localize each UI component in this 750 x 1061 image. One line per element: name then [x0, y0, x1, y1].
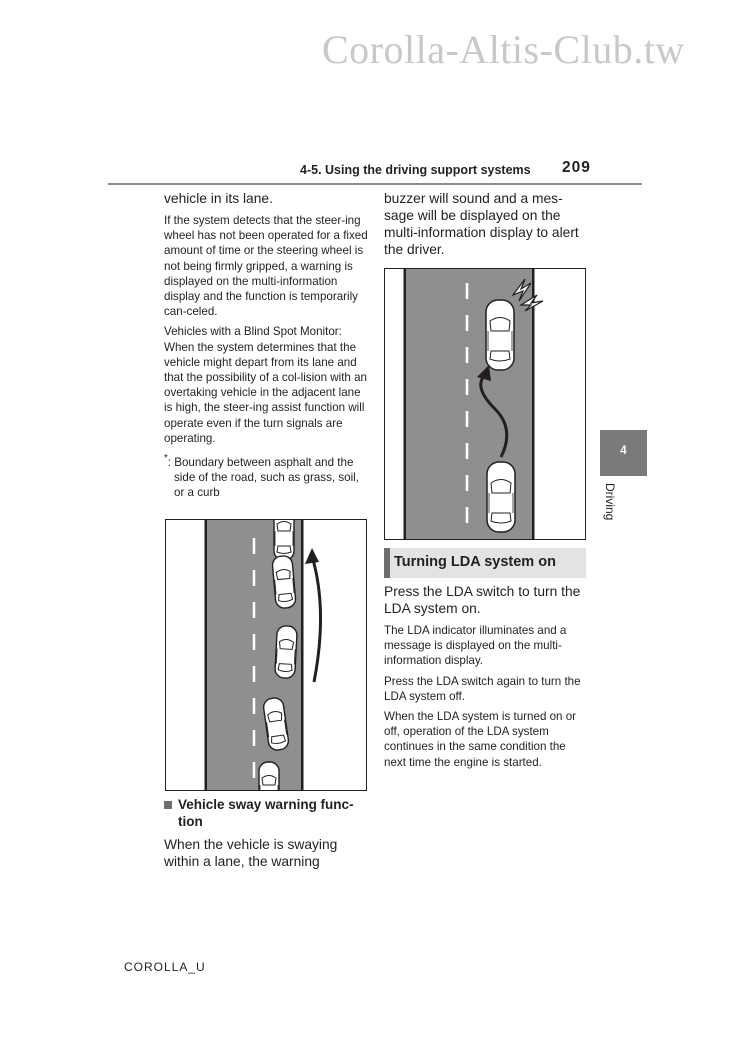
left-column-text — [164, 190, 369, 501]
note-turn-off: Press the LDA switch again to turn the LDA system off. — [384, 674, 581, 703]
sway-arrow — [312, 556, 321, 682]
section-heading-turning-lda-on: Turning LDA system on — [394, 554, 556, 570]
car-departing — [486, 300, 514, 370]
chapter-name — [603, 483, 619, 543]
car-position-2 — [272, 555, 296, 609]
car-top — [274, 519, 294, 560]
footnote-marker: * — [164, 453, 168, 465]
left-column-bottom — [164, 792, 369, 870]
subheading-vehicle-sway — [164, 796, 369, 830]
footnote — [164, 451, 369, 500]
sway-body-text: When the vehicle is swaying within a lane, the warning — [164, 837, 338, 869]
continued-text-left: vehicle in its lane. — [164, 191, 273, 206]
footer-model-code: COROLLA_U — [124, 960, 206, 974]
note-steering-canceled: If the system detects that the steer-ing wheel has not been operated for a fixed amount of time or the steering wheel is not being firmly gripped, a warning is displayed on the multi-information display and the function is temporarily can-celed. — [164, 214, 368, 319]
square-bullet-icon — [164, 801, 172, 809]
footnote-text: : Boundary between asphalt and the side of the road, such as grass, soil, or a curb — [167, 455, 359, 500]
page-number: 209 — [562, 159, 591, 176]
lane-departure-illustration — [384, 268, 586, 540]
header-rule — [108, 183, 642, 185]
right-column-top — [384, 190, 589, 258]
section-title: 4-5. Using the driving support systems — [300, 163, 531, 177]
chapter-name-text: Driving — [603, 483, 617, 521]
note-indicator-illuminates: The LDA indicator illuminates and a message is displayed on the multi-information display. — [384, 624, 567, 668]
car-origin — [487, 462, 515, 532]
chapter-number: 4 — [620, 445, 627, 457]
note-blind-spot-monitor: Vehicles with a Blind Spot Monitor: When the system determines that the vehicle might depart from its lane and that the possibility of a col-lision with an overtaking vehicle in the adjacent lane is high, the steer-ing assist function will operate even if the turn signals are operating. — [164, 325, 367, 445]
section-heading-bar — [384, 548, 390, 578]
right-column-bottom — [384, 583, 589, 775]
subheading-text: Vehicle sway warning func-tion — [178, 797, 354, 829]
sway-illustration — [165, 519, 367, 791]
continued-text-right: buzzer will sound and a mes-sage will be displayed on the multi-information display to alert the driver. — [384, 191, 579, 257]
note-condition-persists: When the LDA system is turned on or off, operation of the LDA system continues in the same condition the next time the engine is started. — [384, 710, 577, 769]
lda-on-instruction: Press the LDA switch to turn the LDA system on. — [384, 584, 581, 616]
car-bottom — [259, 762, 279, 791]
car-position-3 — [275, 626, 298, 679]
watermark: Corolla-Altis-Club.tw — [322, 27, 685, 72]
